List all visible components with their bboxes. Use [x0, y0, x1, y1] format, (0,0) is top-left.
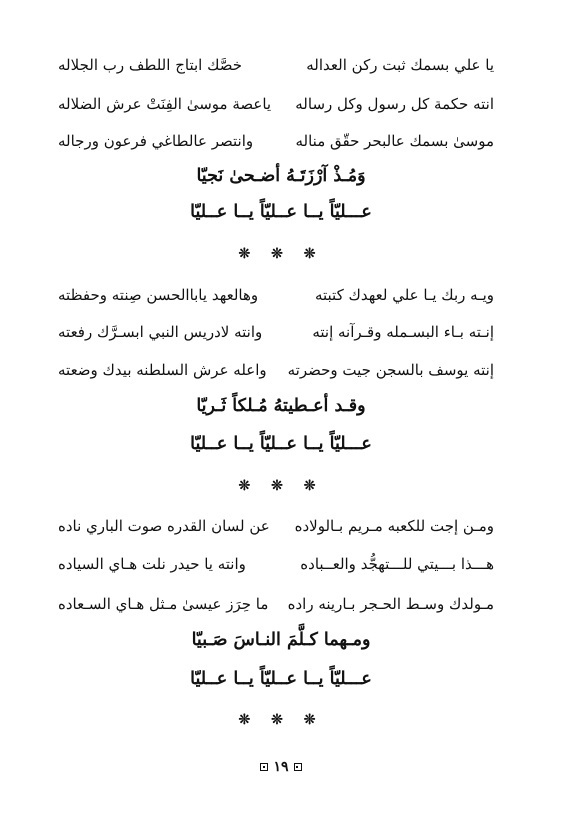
verse-first-hemistich: هـــذا بـــيتي للـــتهجُّد والعــباده — [300, 555, 494, 573]
verse-row — [58, 550, 494, 578]
verse-row — [58, 512, 494, 540]
stanza-separator: ❊ ❊ ❊ — [238, 246, 324, 262]
refrain-line: عـــليّاً يــا عــليّاً يــا عــليّا — [190, 669, 372, 689]
stanza-separator: ❊ ❊ ❊ — [238, 478, 324, 494]
refrain-line: عـــليّاً يــا عــليّاً يــا عــليّا — [190, 202, 372, 222]
ornament-box-icon — [294, 763, 302, 771]
verse-second-hemistich: وانته لادريس النبي ابسـرَّك رفعته — [58, 323, 263, 341]
verse-first-hemistich: انته حكمة كل رسول وكل رساله — [295, 95, 494, 113]
verse-second-hemistich: ما حِرَز عيسىٰ مـثل هـاي السـعاده — [58, 595, 269, 613]
verse-first-hemistich: يا علي بسمك ثبت ركن العداله — [306, 56, 494, 74]
verse-row — [58, 356, 494, 384]
page-number — [0, 757, 562, 777]
verse-first-hemistich: ويـه ربك يـا علي لعهدك كتبته — [314, 286, 494, 304]
verse-second-hemistich: خصَّك ابتاج اللطف رب الجلاله — [58, 56, 242, 74]
verse-second-hemistich: واعله عرش السلطنه بيدك وضعته — [58, 361, 267, 379]
verse-row — [58, 51, 494, 79]
verse-second-hemistich: ياعصة موسىٰ الفِنَتْ عرش الضلاله — [58, 95, 272, 113]
verse-second-hemistich: وهالعهد ياباالحسن صِنته وحفظته — [58, 286, 259, 304]
verse-second-hemistich: وانتصر عالطاغي فرعون ورجاله — [58, 132, 254, 150]
verse-row — [58, 590, 494, 618]
refrain-line: وقـد أعـطيتهُ مُـلكاً ثَـريّا — [196, 396, 366, 416]
verse-row — [58, 318, 494, 346]
page-number-text: ١٩ — [273, 759, 289, 775]
verse-second-hemistich: عن لسان القدره صوت الباري ناده — [58, 517, 270, 535]
verse-row — [58, 127, 494, 155]
verse-first-hemistich: مـولدك وسـط الحـجر بـارينه راده — [287, 595, 494, 613]
verse-first-hemistich: موسىٰ بسمك عالبحر حقّق مناله — [295, 132, 494, 150]
refrain-line: عـــليّاً يــا عــليّاً يــا عــليّا — [190, 434, 372, 454]
refrain-line: ومـهما كـلَّمَ النـاسَ صَـبيّا — [191, 630, 371, 650]
verse-first-hemistich: إنته يوسف بالسجن جيت وحضرته — [287, 361, 494, 379]
stanza-separator: ❊ ❊ ❊ — [238, 712, 324, 728]
ornament-box-icon — [260, 763, 268, 771]
verse-row — [58, 281, 494, 309]
verse-first-hemistich: ومـن إجت للكعبه مـريم بـالولاده — [294, 517, 494, 535]
refrain-line: وَمُـذْ آرْزَتَـهُ أضـحىٰ نَجيّا — [196, 166, 366, 186]
verse-second-hemistich: وانته يا حيدر نلت هـاي السياده — [58, 555, 246, 573]
verse-row — [58, 90, 494, 118]
verse-first-hemistich: إنـته بـاء البسـمله وقـرآنه إنته — [312, 323, 494, 341]
